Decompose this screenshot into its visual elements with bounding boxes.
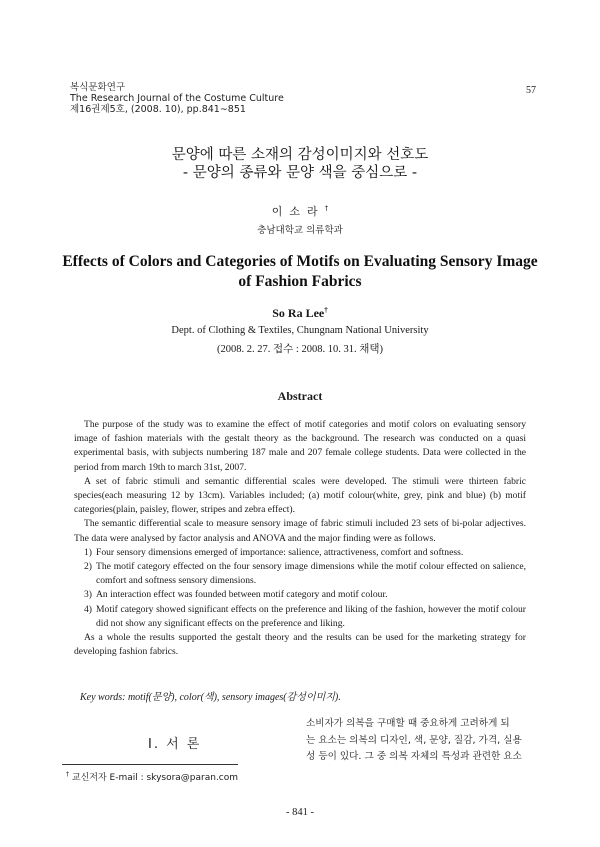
received-accepted-dates: (2008. 2. 27. 접수 : 2008. 10. 31. 채택) xyxy=(217,344,383,355)
title-korean-line2: - 문양의 종류와 문양 색을 중심으로 - xyxy=(182,165,418,181)
finding-item: 2) The motif category effected on the four sensory image dimensions while the motif colour effected on salience, comfort and softness sensory dimensions. xyxy=(84,561,526,587)
page-number-bottom: - 841 - xyxy=(286,807,314,818)
corresponding-author-mark: † xyxy=(324,204,329,213)
journal-header xyxy=(70,82,370,115)
keywords: Key words: motif(문양), color(색), sensory images(감성이미지). xyxy=(80,692,341,703)
finding-item: 1) Four sensory dimensions emerged of importance: salience, attractiveness, comfort and softness. xyxy=(84,546,464,558)
finding-item: 4) Motif category showed significant effects on the preference and liking of the fashion, however the motif colour did not show any significant effects on the preference and liking. xyxy=(84,603,526,629)
affiliation-korean: 충남대학교 의류학과 xyxy=(257,225,343,236)
abstract-paragraph-2: A set of fabric stimuli and semantic differential scales were developed. The stimuli were thirteen fabric species(each measuring 12 by 13cm). Variables included; (a) motif colour(white, grey, pink and blue) (b) motif categories(plain, paisley, flower, stripes and zebra effect). xyxy=(74,475,526,516)
journal-name-korean: 복식문화연구 xyxy=(70,82,126,93)
title-korean-line1: 문양에 따른 소재의 감성이미지와 선호도 xyxy=(171,147,429,163)
abstract-paragraph-4: As a whole the results supported the gestalt theory and the results can be used for the marketing strategy for developing fashion fabrics. xyxy=(74,632,526,658)
abstract-heading: Abstract xyxy=(277,389,323,403)
introduction-line: 소비자가 의복을 구매할 때 중요하게 고려하게 되 xyxy=(306,718,510,729)
author-english-name: So Ra Lee xyxy=(272,306,325,320)
author-korean-name: 이소라 xyxy=(271,205,325,218)
footnote-divider xyxy=(62,764,238,765)
abstract-paragraph-1: The purpose of the study was to examine the effect of motif categories and motif colors on evaluating sensory image of fashion materials with the gestalt theory as the background. The research was conducted on a quasi experimental basis, with subjects numbering 187 male and 207 female college students. Data were collected in the period from march 19th to march 31st, 2007. xyxy=(74,419,526,473)
corresponding-author-mark-en: † xyxy=(324,306,328,314)
affiliation-english: Dept. of Clothing & Textiles, Chungnam National University xyxy=(171,325,429,336)
author-korean xyxy=(0,203,600,219)
journal-name-english: The Research Journal of the Costume Culture xyxy=(70,93,284,104)
journal-volume: 제16권제5호, (2008. 10), pp.841∼851 xyxy=(70,104,246,115)
title-english: Effects of Colors and Categories of Motifs on Evaluating Sensory Image of Fashion Fabrics xyxy=(62,253,538,290)
section-heading-introduction: Ⅰ. 서 론 xyxy=(148,737,202,752)
introduction-text xyxy=(306,716,530,766)
abstract-paragraph-3: The semantic differential scale to measure sensory image of fabric stimuli included 23 sets of bi-polar adjectives. The data were analysed by factor analysis and ANOVA and the major finding were as follows. xyxy=(74,518,526,544)
introduction-line: 는 요소는 의복의 디자인, 색, 문양, 질감, 가격, 실용 xyxy=(306,734,522,746)
title-korean xyxy=(0,146,600,182)
footnote xyxy=(66,770,238,783)
author-english xyxy=(0,306,600,321)
findings-list xyxy=(74,546,526,631)
page-number-top: 57 xyxy=(526,85,536,96)
abstract-body xyxy=(74,418,526,659)
footnote-mark: † xyxy=(66,771,69,778)
introduction-line: 성 등이 있다. 그 중 의복 자체의 특성과 관련한 요소 xyxy=(306,751,522,762)
footnote-text: 교신저자 E-mail : skysora@paran.com xyxy=(71,773,239,783)
finding-item: 3) An interaction effect was founded between motif category and motif colour. xyxy=(84,589,388,601)
